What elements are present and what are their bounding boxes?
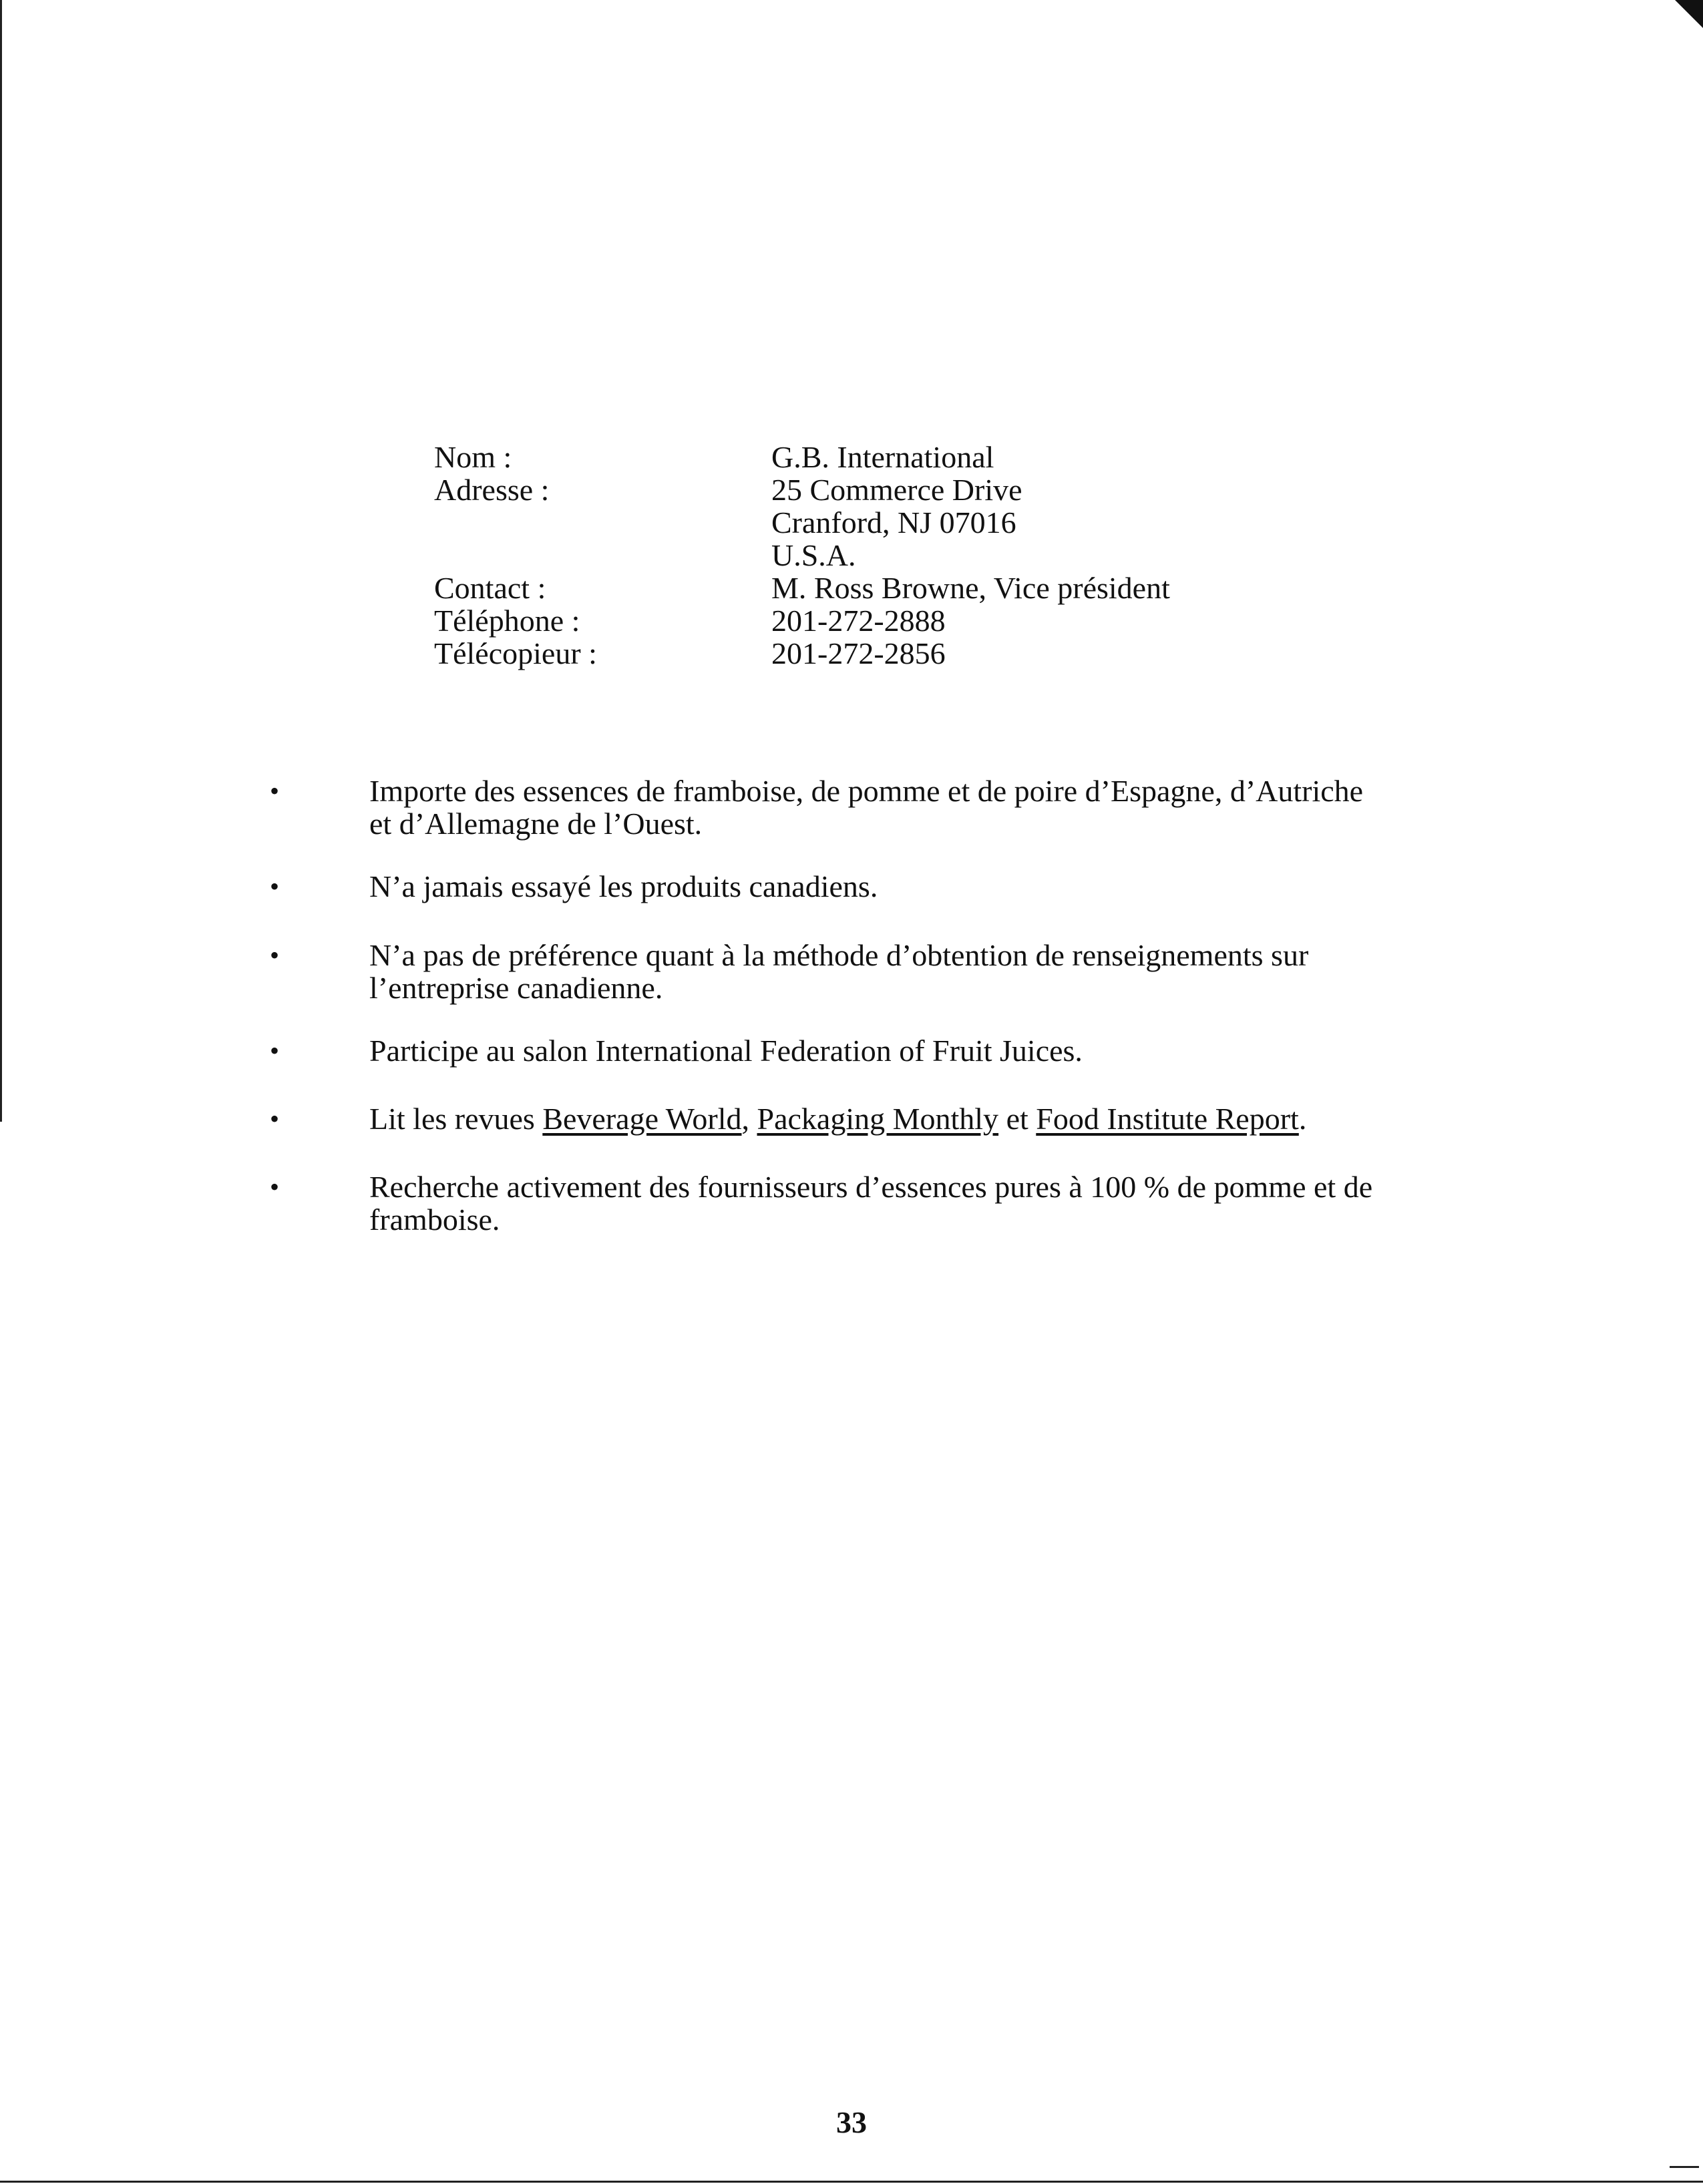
publication-title: Beverage World [542,1102,742,1136]
phone-value: 201-272-2888 [771,604,946,638]
list-item-text [369,1170,1491,1236]
bullet-marker: • [270,1172,280,1202]
phone-label: Téléphone : [434,604,580,638]
scan-corner-mark [1675,0,1703,28]
list-item-line: et d’Allemagne de l’Ouest. [369,807,703,841]
address-line-2: Cranford, NJ 07016 [771,505,1016,539]
bullet-marker: • [270,1104,280,1134]
name-label: Nom : [434,440,512,474]
bullet-marker: • [270,940,280,970]
text-run: Lit les revues [369,1102,543,1136]
bullet-marker: • [270,776,280,806]
list-item-text [369,1102,1491,1135]
name-value: G.B. International [771,440,994,474]
publication-title: Food Institute Report [1036,1102,1299,1136]
scan-edge-left [0,0,2,1122]
fax-label: Télécopieur : [434,636,597,670]
fax-value: 201-272-2856 [771,636,946,670]
publication-title: Packaging Monthly [757,1102,999,1136]
list-item-text [369,939,1491,1004]
list-item-line: framboise. [369,1203,500,1237]
list-item-text [369,775,1491,840]
scan-tick-mark [1670,2166,1699,2168]
list-item-line: Importe des essences de framboise, de pomme et de poire d’Espagne, d’Autriche [369,774,1364,808]
address-line-1: 25 Commerce Drive [771,473,1022,507]
text-run: , [741,1102,757,1136]
list-item-text: N’a jamais essayé les produits canadiens. [369,869,878,903]
list-item-line: Recherche activement des fournisseurs d’essences pures à 100 % de pomme et de [369,1170,1373,1204]
address-line-3: U.S.A. [771,538,856,572]
list-item-line: N’a pas de préférence quant à la méthode d’obtention de renseignements sur [369,938,1309,972]
list-item-line: l’entreprise canadienne. [369,971,663,1005]
bullet-marker: • [270,871,280,901]
page-number: 33 [836,2105,867,2139]
list-item-text: Participe au salon International Federation of Fruit Juices. [369,1034,1083,1068]
contact-value: M. Ross Browne, Vice président [771,571,1170,605]
scan-edge-bottom [0,2181,1703,2183]
text-run: et [998,1102,1036,1136]
text-run: . [1298,1102,1307,1136]
bullet-marker: • [270,1036,280,1066]
contact-label: Contact : [434,571,546,605]
address-label: Adresse : [434,473,550,507]
